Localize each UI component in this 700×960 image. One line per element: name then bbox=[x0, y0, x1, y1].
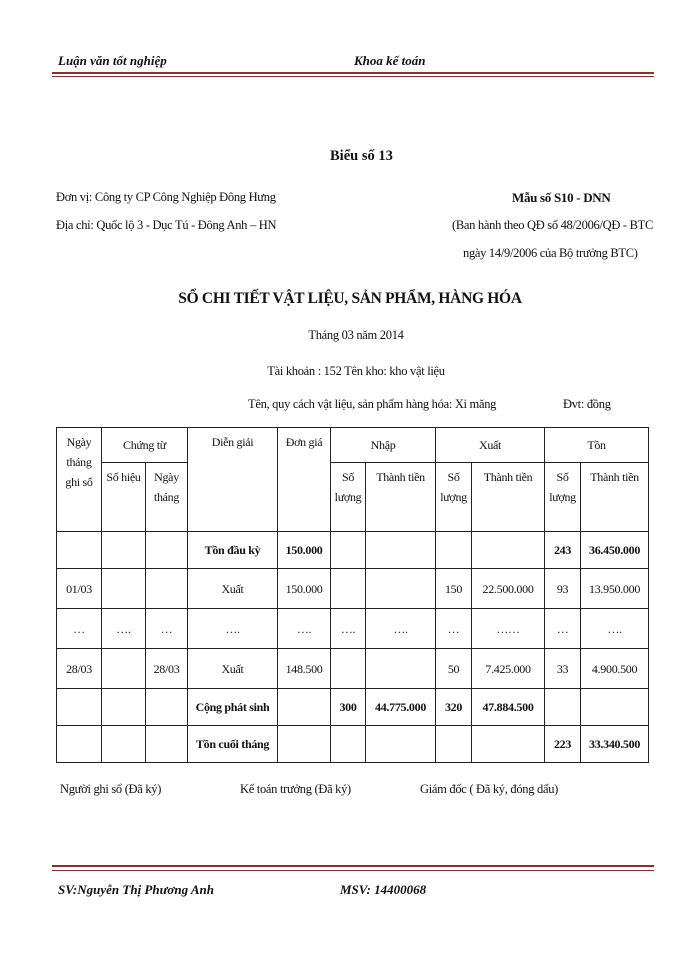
ledger-title: SỔ CHI TIẾT VẬT LIỆU, SẢN PHẨM, HÀNG HÓA bbox=[178, 290, 522, 307]
footer-rule bbox=[52, 865, 654, 867]
header-balance-qty: Số lượng bbox=[545, 463, 581, 532]
cell-export-qty: 50 bbox=[436, 649, 472, 689]
cell-export-amount: 22.500.000 bbox=[472, 569, 545, 609]
cell-unit-price bbox=[278, 726, 331, 763]
header-faculty-label: Khoa kế toán bbox=[354, 53, 426, 68]
cell-date: 28/03 bbox=[57, 649, 102, 689]
header-thesis-label: Luận văn tốt nghiệp bbox=[58, 53, 167, 68]
signature-chief-accountant: Kế toán trưởng (Đã ký) bbox=[240, 782, 351, 796]
footer-student-name: SV:Nguyễn Thị Phương Anh bbox=[58, 882, 214, 897]
cell-export-qty: 320 bbox=[436, 689, 472, 726]
cell-voucher-no bbox=[102, 532, 146, 569]
cell-balance-qty: 243 bbox=[545, 532, 581, 569]
header-rule-thin bbox=[52, 76, 654, 77]
footer-student-id: MSV: 14400068 bbox=[340, 882, 427, 897]
cell-unit-price: 150.000 bbox=[278, 532, 331, 569]
account-line: Tài khoản : 152 Tên kho: kho vật liệu bbox=[267, 364, 445, 378]
ledger-period: Tháng 03 năm 2014 bbox=[308, 328, 404, 342]
cell-import-amount bbox=[366, 569, 436, 609]
cell-balance-qty bbox=[545, 689, 581, 726]
header-balance-amount: Thành tiền bbox=[581, 463, 649, 532]
signature-director: Giám đốc ( Đã ký, đóng dấu) bbox=[420, 782, 559, 796]
table-row bbox=[57, 649, 649, 689]
header-import-qty: Số lượng bbox=[331, 463, 366, 532]
cell-unit-price: 150.000 bbox=[278, 569, 331, 609]
cell-voucher-date: … bbox=[146, 609, 188, 649]
unit-of-measure: Đvt: đồng bbox=[563, 397, 611, 411]
cell-balance-qty: 33 bbox=[545, 649, 581, 689]
cell-import-qty: 300 bbox=[331, 689, 366, 726]
cell-description: Xuất bbox=[188, 569, 278, 609]
cell-voucher-no bbox=[102, 649, 146, 689]
header-export-amount: Thành tiền bbox=[472, 463, 545, 532]
cell-date bbox=[57, 532, 102, 569]
cell-voucher-no: …. bbox=[102, 609, 146, 649]
header-description: Diễn giải bbox=[188, 428, 278, 532]
unit-name: Đơn vị: Công ty CP Công Nghiệp Đông Hưng bbox=[56, 190, 276, 204]
table-row bbox=[57, 689, 649, 726]
template-issued-line1: (Ban hành theo QĐ số 48/2006/QĐ - BTC bbox=[452, 218, 654, 232]
cell-unit-price: …. bbox=[278, 609, 331, 649]
cell-description: Tồn cuối tháng bbox=[188, 726, 278, 763]
cell-export-amount: 7.425.000 bbox=[472, 649, 545, 689]
header-rule bbox=[52, 72, 654, 74]
cell-export-qty: … bbox=[436, 609, 472, 649]
cell-description: …. bbox=[188, 609, 278, 649]
cell-export-qty bbox=[436, 726, 472, 763]
cell-balance-qty: 93 bbox=[545, 569, 581, 609]
cell-voucher-no bbox=[102, 689, 146, 726]
cell-balance-amount: 4.900.500 bbox=[581, 649, 649, 689]
cell-balance-amount: …. bbox=[581, 609, 649, 649]
cell-voucher-date bbox=[146, 689, 188, 726]
cell-voucher-date bbox=[146, 569, 188, 609]
cell-balance-amount: 36.450.000 bbox=[581, 532, 649, 569]
ledger-table bbox=[56, 427, 649, 763]
cell-import-qty bbox=[331, 726, 366, 763]
cell-date: 01/03 bbox=[57, 569, 102, 609]
unit-address: Địa chỉ: Quốc lộ 3 - Dục Tú - Đông Anh – HN bbox=[56, 218, 277, 232]
cell-balance-amount: 13.950.000 bbox=[581, 569, 649, 609]
header-date: Ngày tháng ghi sổ bbox=[57, 428, 102, 532]
cell-date: … bbox=[57, 609, 102, 649]
header-export-qty: Số lượng bbox=[436, 463, 472, 532]
cell-import-amount bbox=[366, 726, 436, 763]
cell-description: Xuất bbox=[188, 649, 278, 689]
table-row bbox=[57, 726, 649, 763]
header-import: Nhập bbox=[331, 428, 436, 463]
header-unit-price: Đơn giá bbox=[278, 428, 331, 532]
header-voucher-no: Số hiệu bbox=[102, 463, 146, 532]
header-export: Xuất bbox=[436, 428, 545, 463]
cell-export-qty: 150 bbox=[436, 569, 472, 609]
cell-voucher-date bbox=[146, 726, 188, 763]
template-issued-line2: ngày 14/9/2006 của Bộ trưởng BTC) bbox=[463, 246, 638, 260]
cell-unit-price: 148.500 bbox=[278, 649, 331, 689]
cell-import-amount bbox=[366, 532, 436, 569]
cell-description: Cộng phát sinh bbox=[188, 689, 278, 726]
header-balance: Tồn bbox=[545, 428, 649, 463]
cell-export-qty bbox=[436, 532, 472, 569]
cell-date bbox=[57, 726, 102, 763]
cell-import-amount: …. bbox=[366, 609, 436, 649]
cell-voucher-no bbox=[102, 726, 146, 763]
table-row bbox=[57, 569, 649, 609]
cell-balance-amount bbox=[581, 689, 649, 726]
header-voucher-date: Ngày tháng bbox=[146, 463, 188, 532]
cell-import-qty bbox=[331, 649, 366, 689]
material-line: Tên, quy cách vật liệu, sản phẩm hàng hóa: Xi măng bbox=[248, 397, 497, 411]
cell-export-amount bbox=[472, 532, 545, 569]
cell-description: Tồn đầu kỳ bbox=[188, 532, 278, 569]
cell-import-amount: 44.775.000 bbox=[366, 689, 436, 726]
cell-unit-price bbox=[278, 689, 331, 726]
cell-import-amount bbox=[366, 649, 436, 689]
cell-voucher-date bbox=[146, 532, 188, 569]
header-voucher: Chứng từ bbox=[102, 428, 188, 463]
cell-voucher-date: 28/03 bbox=[146, 649, 188, 689]
cell-balance-qty: … bbox=[545, 609, 581, 649]
cell-import-qty: …. bbox=[331, 609, 366, 649]
cell-date bbox=[57, 689, 102, 726]
cell-export-amount: …… bbox=[472, 609, 545, 649]
cell-voucher-no bbox=[102, 569, 146, 609]
cell-export-amount: 47.884.500 bbox=[472, 689, 545, 726]
header-import-amount: Thành tiền bbox=[366, 463, 436, 532]
cell-import-qty bbox=[331, 569, 366, 609]
cell-balance-amount: 33.340.500 bbox=[581, 726, 649, 763]
template-code: Mẫu số S10 - DNN bbox=[512, 190, 611, 205]
form-number: Biểu số 13 bbox=[330, 148, 393, 164]
cell-import-qty bbox=[331, 532, 366, 569]
signature-recorder: Người ghi sổ (Đã ký) bbox=[60, 782, 162, 796]
table-row bbox=[57, 609, 649, 649]
cell-export-amount bbox=[472, 726, 545, 763]
footer-rule-thin bbox=[52, 870, 654, 871]
cell-balance-qty: 223 bbox=[545, 726, 581, 763]
table-row bbox=[57, 532, 649, 569]
